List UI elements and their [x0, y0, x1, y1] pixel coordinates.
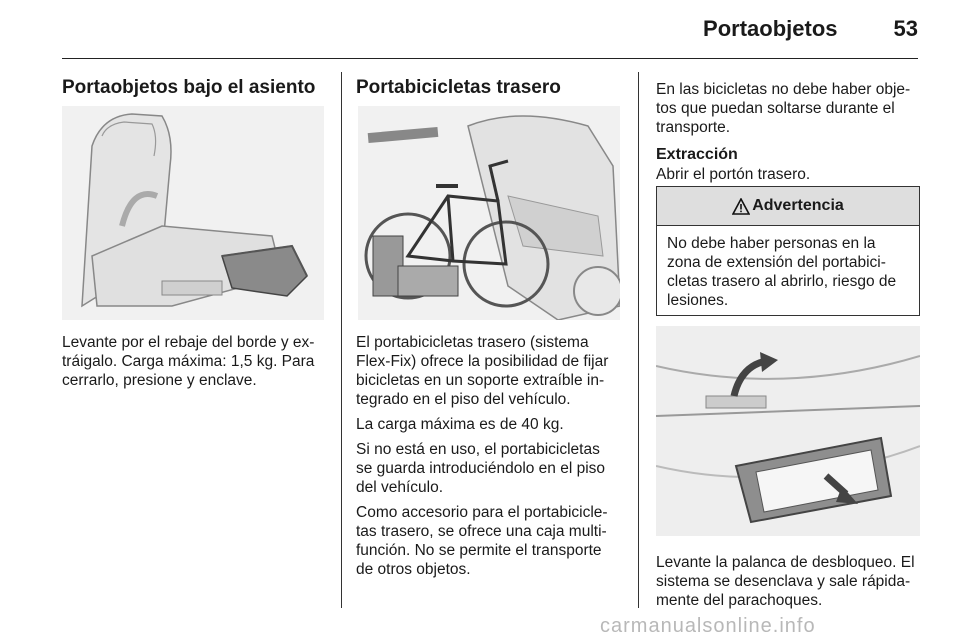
text-line: La carga máxima es de 40 kg. [356, 416, 564, 433]
header-title: Portaobjetos [703, 16, 838, 41]
text-line: mente del parachoques. [656, 592, 823, 609]
subheading-extraction: Extracción [656, 146, 738, 163]
text-line: Como accesorio para el portabicicle- [356, 504, 608, 521]
text-line: bicicletas en un soporte extraíble in- [356, 372, 605, 389]
text-line: tegrado en el piso del vehículo. [356, 391, 571, 408]
text-line: tos que puedan soltarse durante el [656, 100, 895, 117]
text-line: Levante la palanca de desbloqueo. El [656, 554, 915, 571]
column-3 [656, 80, 926, 184]
bike-carrier-illustration [358, 106, 620, 320]
column-divider-1 [341, 72, 342, 608]
column-divider-2 [638, 72, 639, 608]
warning-box [656, 186, 920, 316]
warning-header [657, 187, 919, 226]
seat-storage-text [62, 333, 324, 390]
bike-drawing [358, 106, 620, 320]
text-line: transporte. [656, 119, 731, 136]
column-2 [356, 76, 622, 100]
text-line: tas trasero, se ofrece una caja multi- [356, 523, 607, 540]
warning-body [657, 226, 919, 318]
text-line: lesiones. [667, 292, 729, 309]
page-number: 53 [893, 16, 918, 41]
text-line: No debe haber personas en la [667, 235, 876, 252]
text-line: se guarda introduciéndolo en el piso [356, 460, 606, 477]
text-line: Levante por el rebaje del borde y ex- [62, 334, 315, 351]
text-line: cletas trasero al abrirlo, riesgo de [667, 273, 897, 290]
text-line: función. No se permite el transporte [356, 542, 602, 559]
release-lever-illustration [656, 326, 920, 536]
text-line: Flex-Fix) ofrece la posibilidad de fijar [356, 353, 609, 370]
text-line: zona de extensión del portabici- [667, 254, 886, 271]
text-line: cerrarlo, presione y enclave. [62, 372, 257, 389]
step-open-tailgate: Abrir el portón trasero. [656, 166, 811, 183]
seat-drawing [62, 106, 324, 320]
text-line: En las bicicletas no debe haber obje- [656, 81, 911, 98]
bike-carrier-text [356, 333, 626, 579]
text-line: tráigalo. Carga máxima: 1,5 kg. Para [62, 353, 315, 370]
text-line: sistema se desenclava y sale rápida- [656, 573, 911, 590]
seat-storage-illustration [62, 106, 324, 320]
section-heading-bike-carrier: Portabicicletas trasero [356, 77, 561, 98]
text-line: del vehículo. [356, 479, 444, 496]
text-line: El portabicicletas trasero (sistema [356, 334, 589, 351]
column-1 [62, 76, 324, 100]
watermark: carmanualsonline.info [600, 615, 816, 637]
text-line: de otros objetos. [356, 561, 471, 578]
text-line: Si no está en uso, el portabicicletas [356, 441, 600, 458]
warning-title: Advertencia [752, 197, 844, 214]
section-heading-seat-storage: Portaobjetos bajo el asiento [62, 77, 316, 98]
warning-triangle-icon [732, 198, 750, 215]
bumper-drawing [656, 326, 920, 536]
page-header [703, 16, 918, 42]
header-rule [62, 58, 918, 59]
release-lever-text [656, 553, 928, 610]
